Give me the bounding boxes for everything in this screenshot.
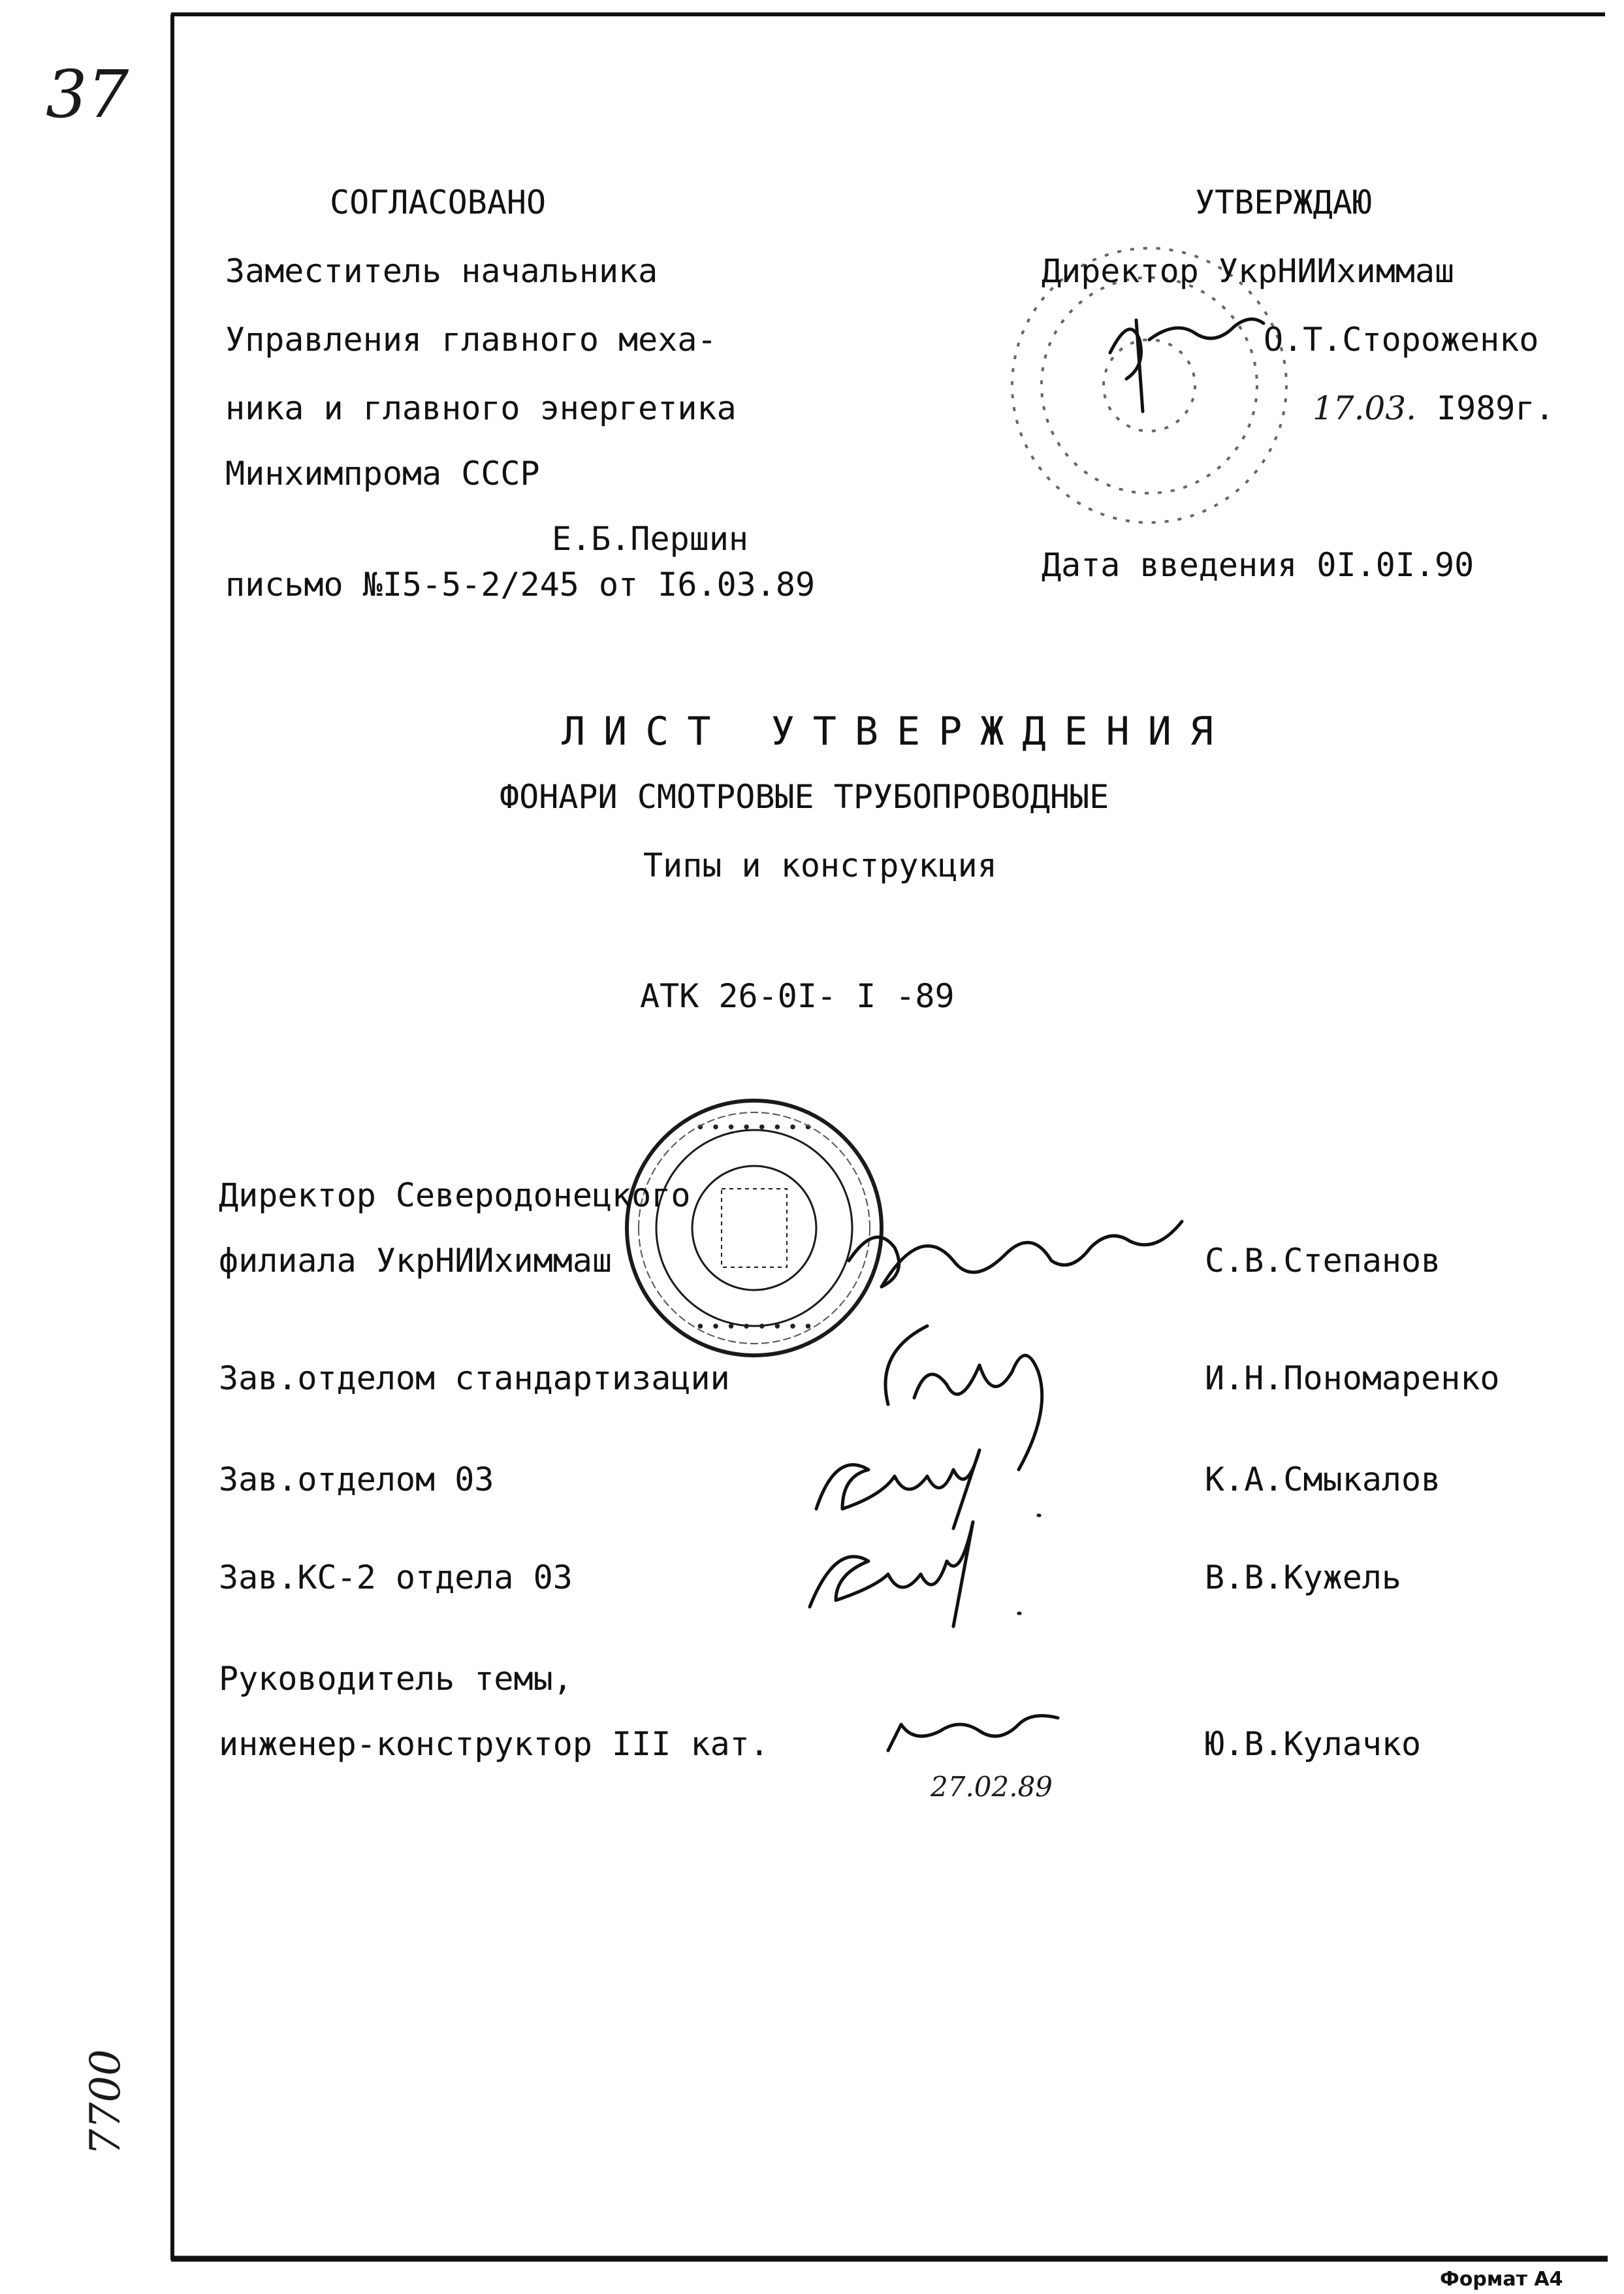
approval-right-date: 17.03. xyxy=(1313,389,1417,427)
approval-right-year: I989г. xyxy=(1437,389,1555,427)
signatory-name: И.Н.Пономаренко xyxy=(1205,1359,1500,1397)
signature-kuzhel xyxy=(810,1522,1020,1626)
approval-right-heading: УТВЕРЖДАЮ xyxy=(1195,184,1372,221)
svg-text:• • • • • • • •: • • • • • • • • xyxy=(695,1317,814,1337)
document-subject: ФОНАРИ СМОТРОВЫЕ ТРУБОПРОВОДНЫЕ xyxy=(500,778,1109,816)
side-number: 7700 xyxy=(82,2049,130,2156)
document-subtitle: Типы и конструкция xyxy=(643,847,997,884)
svg-text:• • • • • • • •: • • • • • • • • xyxy=(695,1118,814,1138)
signature-storozhenko xyxy=(1110,319,1264,412)
approval-left-line: Минхимпрома СССР xyxy=(225,455,540,493)
approval-left-line: Заместитель начальника xyxy=(225,252,658,290)
page-number: 37 xyxy=(46,56,129,133)
document-title: ЛИСТ УТВЕРЖДЕНИЯ xyxy=(562,709,1232,754)
signatory-role: Руководитель темы, xyxy=(219,1660,573,1698)
signature-ponomarenko xyxy=(885,1326,1042,1470)
signatory-role: Директор Северодонецкого xyxy=(219,1176,691,1214)
signature-stepanov xyxy=(849,1221,1182,1287)
signatory-date: 27.02.89 xyxy=(931,1771,1053,1803)
signatory-name: Ю.В.Кулачко xyxy=(1205,1725,1422,1763)
signatory-name: К.А.Смыкалов xyxy=(1205,1461,1441,1498)
organisation-seal xyxy=(627,1101,882,1355)
signature-kulachko xyxy=(888,1716,1058,1751)
signatory-role: Зав.отделом стандартизации xyxy=(219,1359,730,1397)
paper-format: Формат А4 xyxy=(1440,2268,1563,2291)
signatory-name: С.В.Степанов xyxy=(1205,1242,1441,1280)
approval-left-heading: СОГЛАСОВАНО xyxy=(330,184,547,221)
signatory-role: инженер-конструктор III кат. xyxy=(219,1725,769,1763)
approval-left-signer: Е.Б.Першин xyxy=(552,520,749,558)
signatory-name: В.В.Кужель xyxy=(1205,1559,1402,1596)
approval-right-signer: О.Т.Стороженко xyxy=(1264,321,1539,359)
signatory-role: Зав.КС-2 отдела 03 xyxy=(219,1559,573,1596)
signatory-role: филиала УкрНИИхиммаш xyxy=(219,1242,613,1280)
approval-left-line: Управления главного меха- xyxy=(225,321,717,359)
approval-right-position: Директор УкрНИИхиммаш xyxy=(1042,252,1455,290)
approval-left-letter: письмо №I5-5-2/245 от I6.03.89 xyxy=(225,566,816,604)
signature-smykalov xyxy=(816,1450,1040,1528)
approval-left-line: ника и главного энергетика xyxy=(225,389,737,427)
signatory-role: Зав.отделом 03 xyxy=(219,1461,494,1498)
document-code: АТК 26-0I- I -89 xyxy=(640,977,955,1015)
effective-date: Дата введения 0I.0I.90 xyxy=(1042,546,1474,584)
